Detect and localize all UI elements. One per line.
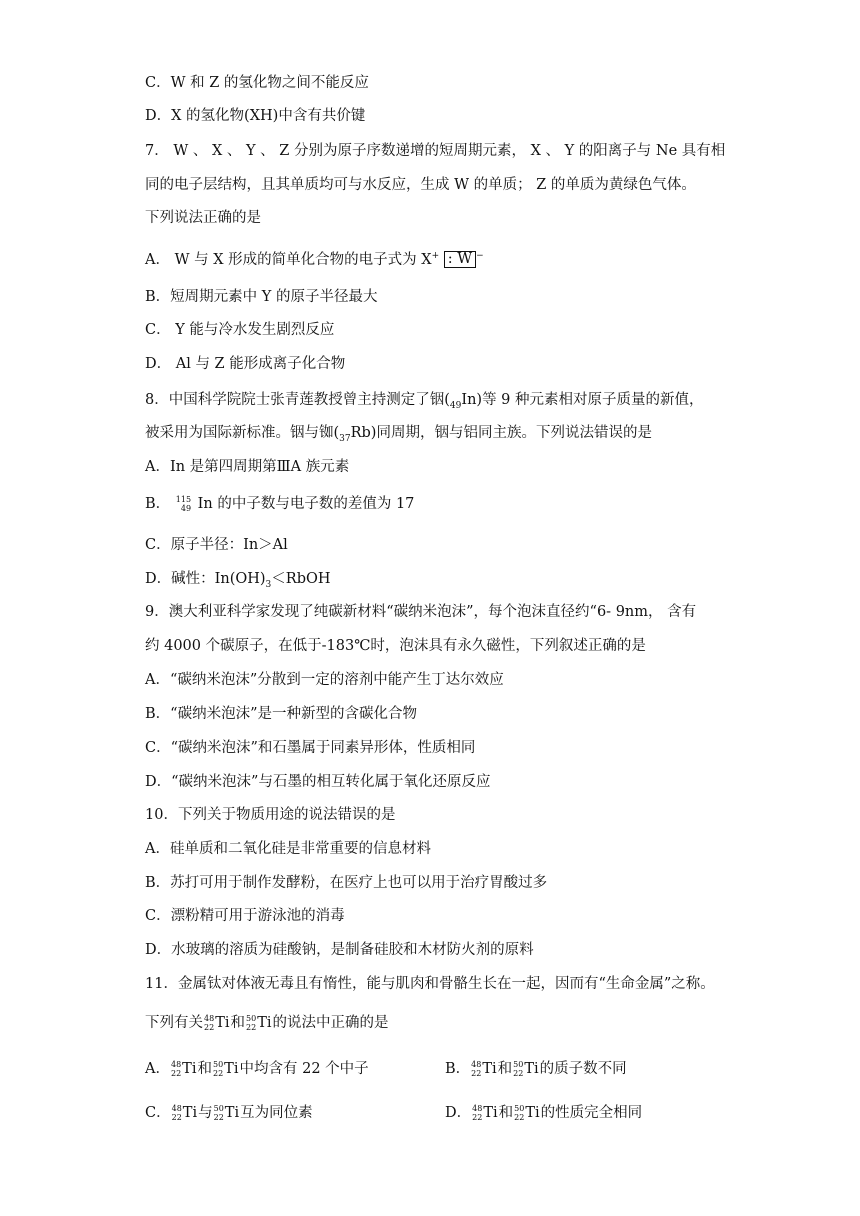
ti-48-nuclide: [172, 1103, 198, 1123]
ti-z: 22: [246, 1023, 257, 1032]
ti50-mass: 50: [246, 1014, 257, 1023]
q8-stem-1-a: 8．中国科学院院士张青莲教授曾主持测定了铟(: [145, 392, 450, 408]
q9-stem-1: 9．澳大利亚科学家发现了纯碳新材料“碳纳米泡沫”，每个泡沫直径约“6- 9nm， 含有: [145, 604, 697, 620]
q10-option-c: C．漂粉精可用于游泳池的消毒: [145, 908, 345, 924]
q11-stem-2-a: 下列有关: [145, 1015, 203, 1031]
ti-symbol: Ti: [224, 1061, 239, 1077]
ti-50-nuclide: [213, 1059, 239, 1079]
q7-stem-3: 下列说法正确的是: [145, 210, 261, 226]
ti-symbol: Ti: [182, 1061, 197, 1077]
ti-symbol: Ti: [257, 1015, 272, 1031]
q11-stem-1: 11．金属钛对体液无毒且有惰性，能与肌肉和骨骼生长在一起，因而有“生命金属”之称。: [145, 976, 715, 992]
ti-symbol: Ti: [182, 1105, 198, 1121]
q8-stem-1: [145, 390, 704, 416]
q11-option-d-mid: 和: [498, 1105, 514, 1121]
ti50-mass: 50: [513, 1060, 524, 1069]
ti-48-nuclide: [472, 1103, 498, 1123]
ti-symbol: Ti: [525, 1105, 540, 1121]
anion-charge: −: [476, 251, 484, 261]
ti50-mass: 50: [213, 1104, 224, 1113]
q11-option-a: [145, 1059, 369, 1079]
q8-option-d-sub: 3: [265, 579, 272, 590]
ti-50-nuclide: [514, 1103, 540, 1123]
q8-option-b-label: B．: [145, 496, 171, 512]
q8-stem-2: [145, 423, 652, 449]
q8-option-a: A．In 是第四周期第ⅢA 族元素: [145, 459, 350, 475]
q11-option-c-end: 互为同位素: [240, 1105, 313, 1121]
q11-stem-2: [145, 1013, 389, 1033]
electron-bracket: [444, 251, 476, 268]
ti-symbol: Ti: [483, 1105, 498, 1121]
ti-50-nuclide: [214, 1103, 240, 1123]
q11-option-a-end: 中均含有 22 个中子: [239, 1061, 369, 1077]
q8-option-c: C．原子半径：In＞Al: [145, 537, 288, 553]
ti-48-nuclide: [171, 1059, 197, 1079]
ti-z: 22: [171, 1113, 182, 1122]
ti48-mass: 48: [204, 1014, 215, 1023]
ti50-mass: 50: [212, 1060, 224, 1069]
q11-stem-2-b: 和: [230, 1015, 245, 1031]
q11-option-d-label: D．: [445, 1105, 472, 1121]
ti-symbol: Ti: [482, 1061, 497, 1077]
in-atomic-number: 49: [180, 504, 192, 513]
ti-48-nuclide: [204, 1013, 230, 1033]
q8-rb-subscript: 37: [339, 433, 351, 444]
q8-stem-1-b: In)等 9 种元素相对原子质量的新值，: [461, 392, 704, 408]
q11-option-a-label: A．: [145, 1061, 170, 1077]
q11-option-c-mid: 与: [198, 1105, 213, 1121]
ti-z: 22: [513, 1069, 524, 1078]
q10-option-b: B．苏打可用于制作发酵粉，在医疗上也可以用于治疗胃酸过多: [145, 875, 548, 891]
q7-option-d: D． Al 与 Z 能形成离子化合物: [145, 356, 346, 372]
q9-option-a: A．“碳纳米泡沫”分散到一定的溶剂中能产生丁达尔效应: [145, 672, 504, 688]
q7-option-b: B．短周期元素中 Y 的原子半径最大: [145, 289, 378, 305]
ti48-mass: 48: [170, 1060, 182, 1069]
q8-option-d-b: ＜RbOH: [271, 571, 331, 587]
q9-stem-2: 约 4000 个碳原子，在低于-183℃时，泡沫具有永久磁性，下列叙述正确的是: [145, 638, 646, 654]
cation-charge: +: [431, 251, 440, 261]
q7-option-a: [145, 246, 484, 270]
ti-symbol: Ti: [224, 1105, 240, 1121]
q9-option-c: C．“碳纳米泡沫”和石墨属于同素异形体，性质相同: [145, 740, 476, 756]
ti-z: 22: [204, 1023, 215, 1032]
q11-option-d: [445, 1103, 642, 1123]
q8-stem-2-a: 被采用为国际新标准。铟与铷(: [145, 425, 340, 441]
ti48-mass: 48: [471, 1060, 482, 1069]
q11-option-c-label: C．: [145, 1105, 171, 1121]
q10-option-d: D．水玻璃的溶质为硅酸钠，是制备硅胶和木材防火剂的原料: [145, 942, 534, 958]
ti-z: 22: [170, 1069, 182, 1078]
q8-option-d: [145, 569, 331, 595]
ti-z: 22: [471, 1069, 482, 1078]
q11-option-a-mid: 和: [197, 1061, 212, 1077]
ti-symbol: Ti: [215, 1015, 230, 1031]
ti-50-nuclide: [246, 1013, 272, 1033]
q9-option-b: B．“碳纳米泡沫”是一种新型的含碳化合物: [145, 706, 417, 722]
ti-z: 22: [514, 1113, 525, 1122]
q10-stem: 10．下列关于物质用途的说法错误的是: [145, 807, 396, 823]
ti-48-nuclide: [471, 1059, 497, 1079]
q8-stem-2-b: Rb)同周期，铟与铝同主族。下列说法错误的是: [350, 425, 652, 441]
ti48-mass: 48: [472, 1104, 483, 1113]
in-mass-number: 115: [175, 495, 192, 504]
q8-in-subscript: 49: [449, 400, 462, 411]
q11-option-b-end: 的质子数不同: [539, 1061, 627, 1077]
q7-stem-1: 7． W 、 X 、 Y 、 Z 分别为原子序数递增的短周期元素， X 、 Y 的阳离子与 Ne 具有相: [145, 143, 726, 159]
q11-stem-2-c: 的说法中正确的是: [272, 1015, 389, 1031]
q11-option-d-end: 的性质完全相同: [540, 1105, 643, 1121]
line-d-xh: D．X 的氢化物(XH)中含有共价键: [145, 108, 366, 124]
ti-50-nuclide: [513, 1059, 539, 1079]
q11-option-b: [445, 1059, 627, 1079]
q10-option-a: A．硅单质和二氧化硅是非常重要的信息材料: [145, 841, 431, 857]
q11-option-b-mid: 和: [497, 1061, 513, 1077]
q7-stem-2: 同的电子层结构，且其单质均可与水反应，生成 W 的单质； Z 的单质为黄绿色气体。: [145, 177, 696, 193]
q11-option-c: [145, 1103, 313, 1123]
q7-option-c: C． Y 能与冷水发生剧烈反应: [145, 322, 335, 338]
ti-z: 22: [472, 1113, 483, 1122]
ti50-mass: 50: [514, 1104, 525, 1113]
q8-option-b-text: In 的中子数与电子数的差值为 17: [193, 496, 415, 512]
anion-symbol: : W: [447, 251, 473, 268]
line-c-w-z: C．W 和 Z 的氢化物之间不能反应: [145, 75, 369, 91]
in-115-nuclide: [176, 494, 192, 514]
q8-option-b: [145, 494, 414, 514]
ti-symbol: Ti: [524, 1061, 539, 1077]
q11-option-b-label: B．: [445, 1061, 471, 1077]
ti48-mass: 48: [171, 1104, 182, 1113]
q7-option-a-text: A． W 与 X 形成的简单化合物的电子式为 X: [145, 251, 432, 268]
ti-z: 22: [212, 1069, 224, 1078]
ti-z: 22: [213, 1113, 224, 1122]
q8-option-d-a: D．碱性：In(OH): [145, 571, 266, 587]
q9-option-d: D．“碳纳米泡沫”与石墨的相互转化属于氧化还原反应: [145, 774, 491, 790]
